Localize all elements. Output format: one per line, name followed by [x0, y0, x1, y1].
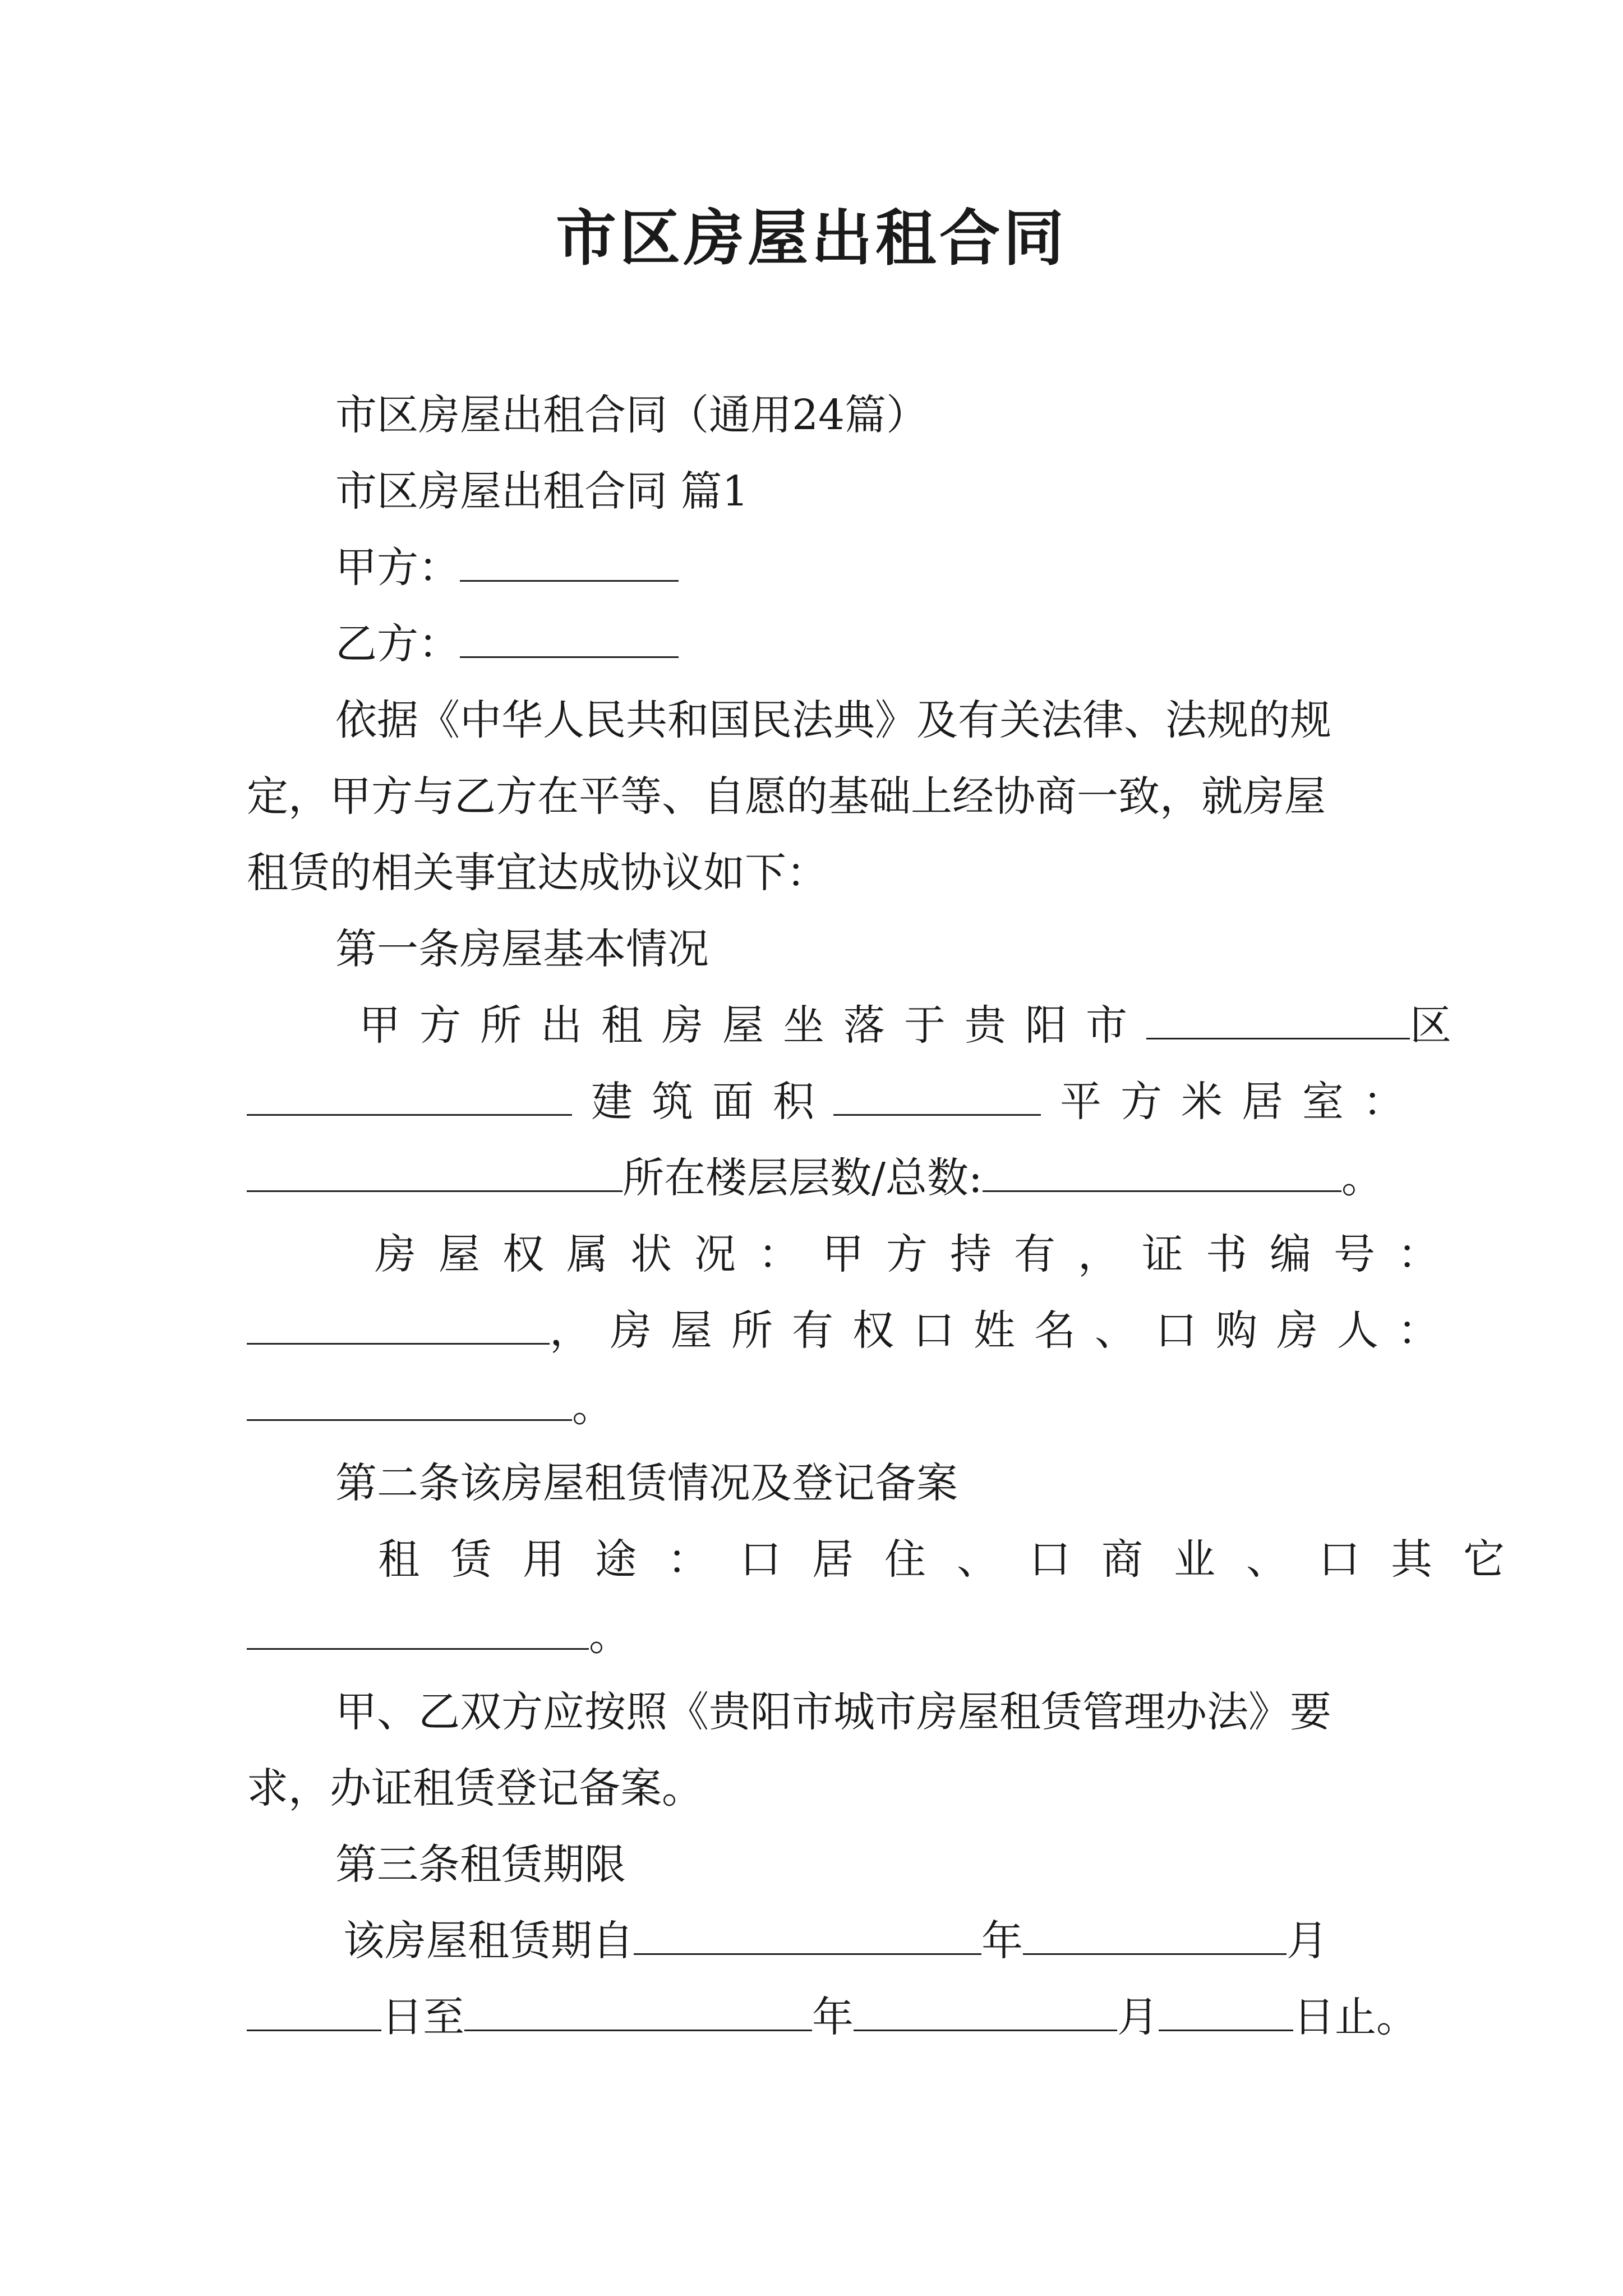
month-label: 月	[1287, 1917, 1328, 1965]
paragraph-line: 求，办证租赁登记备案。	[247, 1764, 703, 1812]
period-mark: 。	[572, 1383, 614, 1431]
area-blank	[833, 1075, 1041, 1116]
address-blank	[247, 1075, 572, 1116]
article-1-heading: 第一条房屋基本情况	[335, 925, 709, 973]
owner-label: ，房屋所有权口姓名、口购房人：	[550, 1306, 1458, 1355]
end-month-blank	[854, 1990, 1117, 2031]
party-b-line	[335, 616, 679, 672]
end-year-blank	[464, 1990, 812, 2031]
period-mark: 。	[1341, 1154, 1383, 1202]
ownership-line-1: 房屋权属状况：甲方持有，证书编号：	[375, 1230, 1461, 1278]
usage-other-line	[247, 1608, 630, 1664]
floor-blank	[983, 1151, 1341, 1192]
paragraph-line: 租赁的相关事宜达成协议如下：	[247, 849, 828, 897]
article-3-heading: 第三条租赁期限	[335, 1841, 626, 1889]
period-mark: 。	[589, 1612, 630, 1660]
start-day-blank	[247, 1990, 381, 2031]
ownership-line-3	[247, 1379, 614, 1435]
until-label: 日至	[381, 1993, 464, 2041]
area-label: 建筑面积	[591, 1078, 833, 1126]
usage-line: 租赁用途：口居住、口商业、口其它	[378, 1535, 1536, 1584]
rooms-blank	[247, 1151, 623, 1192]
article-1-line-3	[247, 1150, 1383, 1206]
start-month-blank	[1023, 1914, 1287, 1955]
page-title: 市区房屋出租合同	[555, 203, 1067, 274]
start-year-blank	[634, 1914, 981, 1955]
article-1-line-2	[247, 1074, 1423, 1130]
paragraph-line: 甲、乙双方应按照《贵阳市城市房屋租赁管理办法》要	[335, 1688, 1331, 1736]
certificate-blank	[247, 1304, 550, 1345]
other-use-blank	[247, 1609, 589, 1650]
term-line-1	[343, 1913, 1328, 1969]
party-b-label: 乙方：	[335, 620, 460, 668]
owner-blank	[247, 1380, 572, 1421]
article-1-line-1	[359, 997, 1470, 1053]
term-line-2	[247, 1989, 1418, 2045]
year-label: 年	[812, 1993, 854, 2041]
party-b-blank	[460, 617, 679, 658]
year-label: 年	[981, 1917, 1023, 1965]
end-label: 日止。	[1293, 1993, 1418, 2041]
rooms-label: 平方米居室：	[1060, 1078, 1423, 1126]
paragraph-line: 依据《中华人民共和国民法典》及有关法律、法规的规	[335, 696, 1331, 744]
article-2-heading: 第二条该房屋租赁情况及登记备案	[335, 1459, 958, 1507]
party-a-line	[335, 540, 679, 596]
term-start-label: 该房屋租赁期自	[343, 1917, 634, 1965]
paragraph-line: 定，甲方与乙方在平等、自愿的基础上经协商一致，就房屋	[247, 772, 1326, 821]
location-text: 甲方所出租房屋坐落于贵阳市	[359, 1001, 1146, 1050]
doc-subtitle: 市区房屋出租合同（通用24篇）	[335, 391, 928, 439]
party-a-label: 甲方：	[335, 544, 460, 592]
floor-label: 所在楼层层数/总数:	[623, 1154, 983, 1202]
month-label: 月	[1117, 1993, 1159, 2041]
district-blank	[1146, 999, 1410, 1039]
district-label: 区	[1410, 1001, 1470, 1050]
end-day-blank	[1159, 1990, 1293, 2031]
ownership-line-2	[247, 1303, 1458, 1359]
section-heading: 市区房屋出租合同 篇1	[335, 467, 749, 516]
party-a-blank	[460, 541, 679, 582]
